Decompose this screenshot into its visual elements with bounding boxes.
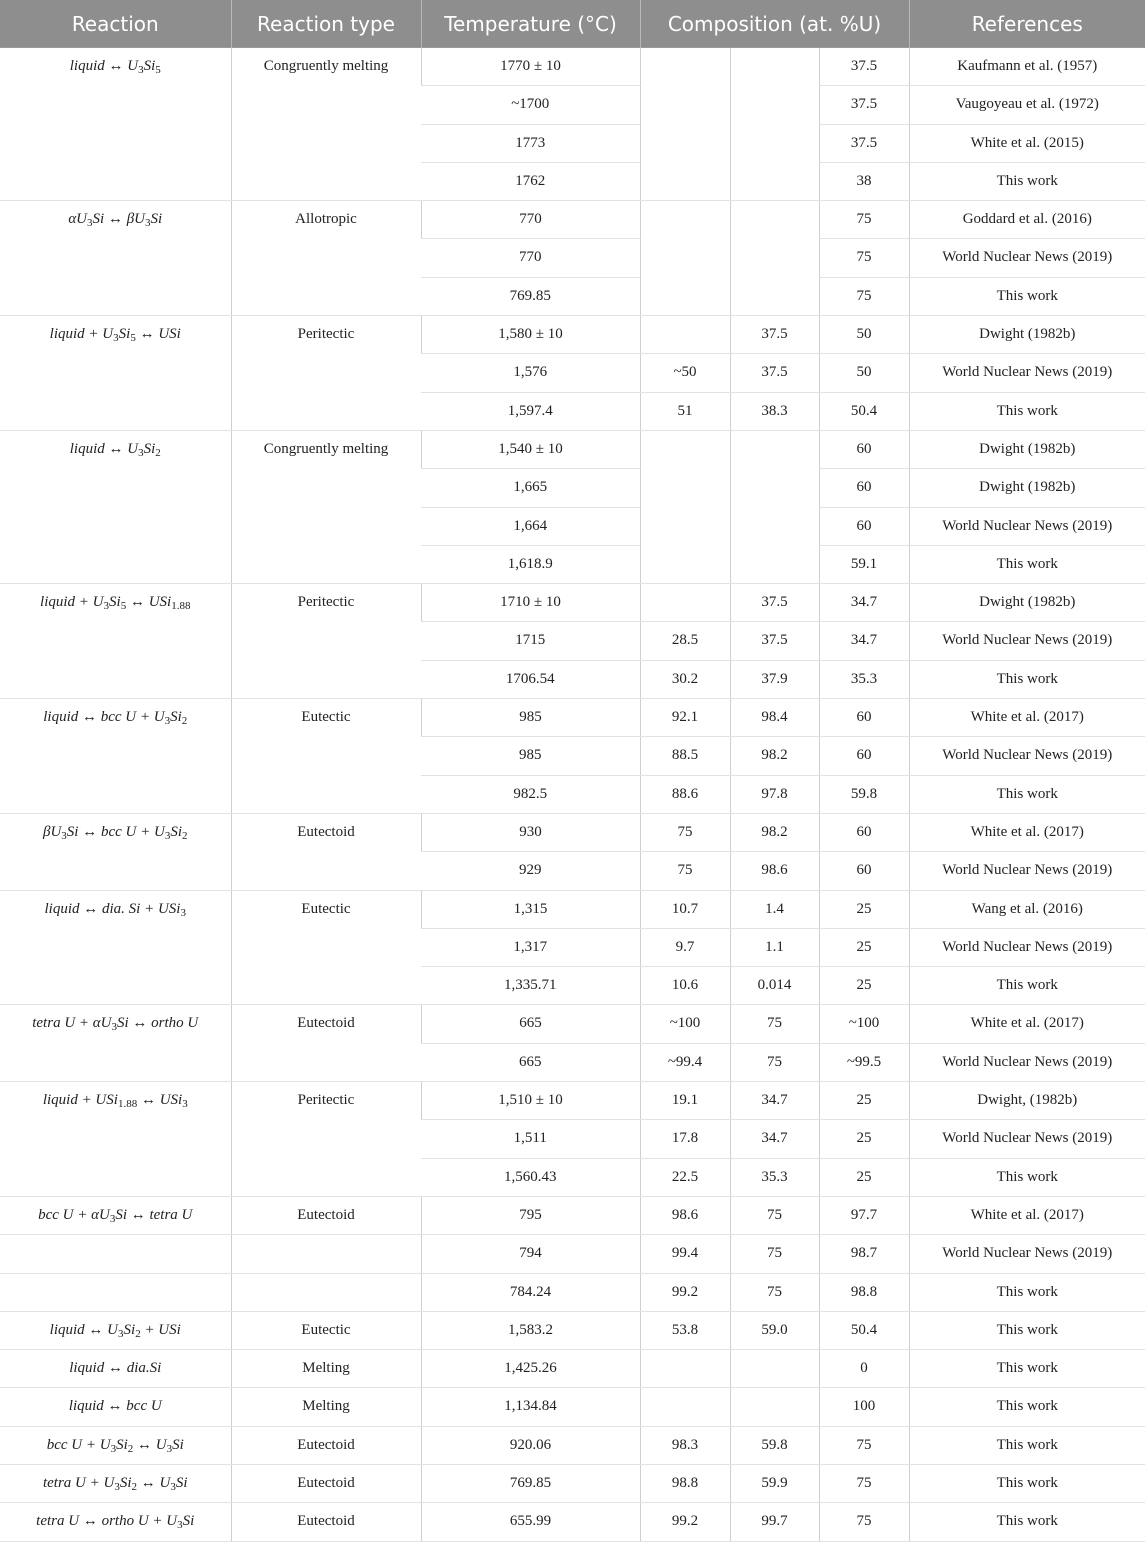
reference-cell: White et al. (2017): [909, 813, 1145, 851]
temperature-cell: 794: [421, 1235, 640, 1273]
header-reaction-type: Reaction type: [231, 0, 421, 48]
reaction-cell: liquid + USi$_{1.88}$ ↔ USi$_3$: [0, 1082, 231, 1197]
composition-cell-2: 97.8: [730, 775, 819, 813]
reaction-cell: bcc $U + \alpha U_3Si$ ↔ tetra U: [0, 1196, 231, 1234]
composition-cell-3: 25: [819, 967, 909, 1005]
temperature-cell: 655.99: [421, 1503, 640, 1541]
reference-cell: World Nuclear News (2019): [909, 507, 1145, 545]
temperature-cell: 1,317: [421, 928, 640, 966]
composition-cell-2: 38.3: [730, 392, 819, 430]
temperature-cell: 1762: [421, 162, 640, 200]
composition-cell-3: 75: [819, 1464, 909, 1502]
reference-cell: World Nuclear News (2019): [909, 928, 1145, 966]
composition-cell-3: 98.7: [819, 1235, 909, 1273]
reaction-type-cell: Eutectoid: [231, 1426, 421, 1464]
temperature-cell: 1,597.4: [421, 392, 640, 430]
reference-cell: Wang et al. (2016): [909, 890, 1145, 928]
reference-cell: Dwight (1982b): [909, 469, 1145, 507]
table-row: [0, 1388, 1145, 1426]
temperature-cell: ~1700: [421, 86, 640, 124]
composition-cell-3: 98.8: [819, 1273, 909, 1311]
reaction-type-cell: Eutectoid: [231, 1464, 421, 1502]
header-reaction: Reaction: [0, 0, 231, 48]
table-row: [0, 1464, 1145, 1502]
reaction-cell: bcc $U + U_3Si_2$ ↔ $U_3Si$: [0, 1426, 231, 1464]
temperature-cell: 769.85: [421, 277, 640, 315]
reaction-cell: $\alpha U_3Si$ ↔ $\beta U_3Si$: [0, 201, 231, 316]
composition-cell-1: 9.7: [640, 928, 730, 966]
composition-cell-3: 75: [819, 1426, 909, 1464]
composition-cell-2: [730, 430, 819, 583]
reaction-type-cell: Eutectoid: [231, 1196, 421, 1234]
composition-cell-1: 88.6: [640, 775, 730, 813]
reference-cell: This work: [909, 1158, 1145, 1196]
temperature-cell: 770: [421, 201, 640, 239]
composition-cell-2: 37.9: [730, 660, 819, 698]
composition-cell-3: ~100: [819, 1005, 909, 1043]
reference-cell: Kaufmann et al. (1957): [909, 48, 1145, 86]
reaction-type-cell: [231, 1235, 421, 1273]
composition-cell-3: 34.7: [819, 622, 909, 660]
composition-cell-1: ~50: [640, 354, 730, 392]
composition-cell-3: 37.5: [819, 124, 909, 162]
composition-cell-3: 50.4: [819, 1311, 909, 1349]
composition-cell-3: 25: [819, 890, 909, 928]
composition-cell-3: 25: [819, 1082, 909, 1120]
composition-cell-3: 38: [819, 162, 909, 200]
composition-cell-2: [730, 1350, 819, 1388]
header-row: [0, 0, 1145, 48]
reaction-cell: tetra $U + U_3Si_2$ ↔ $U_3Si$: [0, 1464, 231, 1502]
reaction-cell: $\beta U_3Si$ ↔ bcc $U + U_3Si_2$: [0, 813, 231, 890]
composition-cell-3: 75: [819, 1503, 909, 1541]
reference-cell: This work: [909, 162, 1145, 200]
temperature-cell: 1773: [421, 124, 640, 162]
reaction-type-cell: Peritectic: [231, 316, 421, 431]
composition-cell-3: 59.1: [819, 545, 909, 583]
temperature-cell: 1710 ± 10: [421, 584, 640, 622]
table-row: [0, 201, 1145, 239]
composition-cell-3: 59.8: [819, 775, 909, 813]
temperature-cell: 982.5: [421, 775, 640, 813]
reference-cell: This work: [909, 775, 1145, 813]
composition-cell-1: [640, 430, 730, 583]
reaction-cell: liquid ↔ dia.Si: [0, 1350, 231, 1388]
reaction-cell: liquid + $U_3Si_5$ ↔ USi: [0, 316, 231, 431]
reference-cell: World Nuclear News (2019): [909, 1120, 1145, 1158]
reference-cell: World Nuclear News (2019): [909, 622, 1145, 660]
composition-cell-3: 50.4: [819, 392, 909, 430]
composition-cell-1: 99.4: [640, 1235, 730, 1273]
temperature-cell: 1,580 ± 10: [421, 316, 640, 354]
temperature-cell: 770: [421, 239, 640, 277]
composition-cell-1: 10.6: [640, 967, 730, 1005]
composition-cell-1: 98.8: [640, 1464, 730, 1502]
composition-cell-1: 10.7: [640, 890, 730, 928]
composition-cell-2: 59.8: [730, 1426, 819, 1464]
temperature-cell: 1,510 ± 10: [421, 1082, 640, 1120]
table-row: [0, 1235, 1145, 1273]
reaction-cell: liquid ↔ $U_3Si_2$: [0, 430, 231, 583]
composition-cell-1: [640, 1350, 730, 1388]
temperature-cell: 985: [421, 699, 640, 737]
composition-cell-2: [730, 201, 819, 316]
composition-cell-1: 51: [640, 392, 730, 430]
table-row: [0, 1350, 1145, 1388]
table-row: [0, 1426, 1145, 1464]
temperature-cell: 930: [421, 813, 640, 851]
composition-cell-1: 99.2: [640, 1503, 730, 1541]
composition-cell-2: 99.7: [730, 1503, 819, 1541]
reaction-type-cell: Allotropic: [231, 201, 421, 316]
composition-cell-2: 75: [730, 1273, 819, 1311]
reference-cell: Vaugoyeau et al. (1972): [909, 86, 1145, 124]
reference-cell: White et al. (2017): [909, 1196, 1145, 1234]
reference-cell: World Nuclear News (2019): [909, 239, 1145, 277]
composition-cell-1: [640, 1388, 730, 1426]
reaction-cell: [0, 1273, 231, 1311]
reference-cell: World Nuclear News (2019): [909, 852, 1145, 890]
reference-cell: This work: [909, 1311, 1145, 1349]
temperature-cell: 1,511: [421, 1120, 640, 1158]
composition-cell-3: 50: [819, 354, 909, 392]
composition-cell-1: 99.2: [640, 1273, 730, 1311]
composition-cell-2: 37.5: [730, 354, 819, 392]
table-row: [0, 1005, 1145, 1043]
table-row: [0, 584, 1145, 622]
reaction-type-cell: Eutectic: [231, 699, 421, 814]
composition-cell-3: 60: [819, 469, 909, 507]
composition-cell-2: 98.4: [730, 699, 819, 737]
reference-cell: This work: [909, 392, 1145, 430]
reference-cell: This work: [909, 277, 1145, 315]
reference-cell: This work: [909, 1464, 1145, 1502]
composition-cell-3: 50: [819, 316, 909, 354]
reference-cell: This work: [909, 1273, 1145, 1311]
header-temperature: Temperature (°C): [421, 0, 640, 48]
header-references: References: [909, 0, 1145, 48]
reaction-type-cell: Melting: [231, 1388, 421, 1426]
composition-cell-2: 35.3: [730, 1158, 819, 1196]
table-row: [0, 48, 1145, 86]
composition-cell-1: 98.3: [640, 1426, 730, 1464]
table-row: [0, 1311, 1145, 1349]
table-row: [0, 1082, 1145, 1120]
temperature-cell: 1,335.71: [421, 967, 640, 1005]
temperature-cell: 1706.54: [421, 660, 640, 698]
reaction-type-cell: Congruently melting: [231, 430, 421, 583]
temperature-cell: 1,618.9: [421, 545, 640, 583]
composition-cell-1: 17.8: [640, 1120, 730, 1158]
composition-cell-3: 37.5: [819, 86, 909, 124]
composition-cell-3: 75: [819, 277, 909, 315]
composition-cell-1: 30.2: [640, 660, 730, 698]
composition-cell-2: 37.5: [730, 316, 819, 354]
reaction-type-cell: [231, 1273, 421, 1311]
composition-cell-1: 28.5: [640, 622, 730, 660]
table-row: [0, 1503, 1145, 1541]
temperature-cell: 1715: [421, 622, 640, 660]
composition-cell-2: 75: [730, 1235, 819, 1273]
composition-cell-3: 75: [819, 201, 909, 239]
composition-cell-3: 60: [819, 737, 909, 775]
composition-cell-1: 92.1: [640, 699, 730, 737]
temperature-cell: 1,576: [421, 354, 640, 392]
reference-cell: White et al. (2017): [909, 699, 1145, 737]
reference-cell: Dwight (1982b): [909, 584, 1145, 622]
composition-cell-3: 34.7: [819, 584, 909, 622]
table-body: [0, 48, 1145, 1542]
reaction-type-cell: Peritectic: [231, 584, 421, 699]
composition-cell-2: 98.6: [730, 852, 819, 890]
composition-cell-2: [730, 48, 819, 201]
reaction-type-cell: Melting: [231, 1350, 421, 1388]
composition-cell-2: 37.5: [730, 584, 819, 622]
composition-cell-1: ~99.4: [640, 1043, 730, 1081]
composition-cell-2: 0.014: [730, 967, 819, 1005]
temperature-cell: 1,134.84: [421, 1388, 640, 1426]
reference-cell: World Nuclear News (2019): [909, 1235, 1145, 1273]
composition-cell-1: 22.5: [640, 1158, 730, 1196]
reaction-type-cell: Congruently melting: [231, 48, 421, 201]
temperature-cell: 665: [421, 1043, 640, 1081]
temperature-cell: 795: [421, 1196, 640, 1234]
reaction-cell: liquid + $U_3Si_5$ ↔ USi$_{1.88}$: [0, 584, 231, 699]
composition-cell-3: 0: [819, 1350, 909, 1388]
composition-cell-3: 60: [819, 699, 909, 737]
composition-cell-1: [640, 316, 730, 354]
composition-cell-1: ~100: [640, 1005, 730, 1043]
reference-cell: Dwight, (1982b): [909, 1082, 1145, 1120]
composition-cell-1: 19.1: [640, 1082, 730, 1120]
temperature-cell: 665: [421, 1005, 640, 1043]
composition-cell-1: 75: [640, 813, 730, 851]
reference-cell: Dwight (1982b): [909, 316, 1145, 354]
composition-cell-3: 60: [819, 813, 909, 851]
composition-cell-1: [640, 48, 730, 201]
composition-cell-3: 60: [819, 852, 909, 890]
temperature-cell: 1,560.43: [421, 1158, 640, 1196]
reference-cell: White et al. (2017): [909, 1005, 1145, 1043]
reference-cell: World Nuclear News (2019): [909, 737, 1145, 775]
composition-cell-2: 34.7: [730, 1082, 819, 1120]
reference-cell: This work: [909, 1350, 1145, 1388]
composition-cell-2: 75: [730, 1005, 819, 1043]
table-row: [0, 813, 1145, 851]
reference-cell: World Nuclear News (2019): [909, 354, 1145, 392]
temperature-cell: 1,425.26: [421, 1350, 640, 1388]
reaction-cell: tetra U ↔ ortho $U + U_3Si$: [0, 1503, 231, 1541]
composition-cell-3: 25: [819, 928, 909, 966]
reference-cell: Dwight (1982b): [909, 430, 1145, 468]
composition-cell-2: 98.2: [730, 813, 819, 851]
reaction-cell: [0, 1235, 231, 1273]
composition-cell-3: 75: [819, 239, 909, 277]
temperature-cell: 1,315: [421, 890, 640, 928]
composition-cell-2: 37.5: [730, 622, 819, 660]
composition-cell-3: 25: [819, 1158, 909, 1196]
composition-cell-2: 1.4: [730, 890, 819, 928]
composition-cell-3: 97.7: [819, 1196, 909, 1234]
composition-cell-2: [730, 1388, 819, 1426]
composition-cell-1: 53.8: [640, 1311, 730, 1349]
temperature-cell: 985: [421, 737, 640, 775]
reaction-type-cell: Peritectic: [231, 1082, 421, 1197]
temperature-cell: 769.85: [421, 1464, 640, 1502]
table-row: [0, 699, 1145, 737]
composition-cell-1: 88.5: [640, 737, 730, 775]
reaction-cell: liquid ↔ dia. Si + USi$_3$: [0, 890, 231, 1005]
reaction-type-cell: Eutectic: [231, 1311, 421, 1349]
composition-cell-2: 75: [730, 1196, 819, 1234]
reference-cell: This work: [909, 1388, 1145, 1426]
composition-cell-3: ~99.5: [819, 1043, 909, 1081]
reference-cell: This work: [909, 545, 1145, 583]
table-row: [0, 430, 1145, 468]
composition-cell-2: 1.1: [730, 928, 819, 966]
temperature-cell: 1,665: [421, 469, 640, 507]
reference-cell: White et al. (2015): [909, 124, 1145, 162]
temperature-cell: 929: [421, 852, 640, 890]
composition-cell-2: 98.2: [730, 737, 819, 775]
composition-cell-3: 60: [819, 507, 909, 545]
reaction-cell: liquid ↔ $U_3Si_5$: [0, 48, 231, 201]
composition-cell-2: 34.7: [730, 1120, 819, 1158]
composition-cell-1: 98.6: [640, 1196, 730, 1234]
composition-cell-2: 75: [730, 1043, 819, 1081]
temperature-cell: 1,583.2: [421, 1311, 640, 1349]
composition-cell-3: 100: [819, 1388, 909, 1426]
composition-cell-3: 35.3: [819, 660, 909, 698]
reaction-type-cell: Eutectic: [231, 890, 421, 1005]
composition-cell-1: [640, 584, 730, 622]
temperature-cell: 920.06: [421, 1426, 640, 1464]
reference-cell: World Nuclear News (2019): [909, 1043, 1145, 1081]
reaction-cell: tetra $U + \alpha U_3Si$ ↔ ortho U: [0, 1005, 231, 1082]
reference-cell: This work: [909, 1503, 1145, 1541]
header-composition: Composition (at. %U): [640, 0, 909, 48]
temperature-cell: 1,540 ± 10: [421, 430, 640, 468]
reaction-type-cell: Eutectoid: [231, 1005, 421, 1082]
reaction-type-cell: Eutectoid: [231, 813, 421, 890]
composition-cell-2: 59.0: [730, 1311, 819, 1349]
reaction-cell: liquid ↔ $U_3Si_2$ + USi: [0, 1311, 231, 1349]
reaction-cell: liquid ↔ bcc U: [0, 1388, 231, 1426]
table-row: [0, 1196, 1145, 1234]
reference-cell: This work: [909, 660, 1145, 698]
reaction-type-cell: Eutectoid: [231, 1503, 421, 1541]
composition-cell-3: 60: [819, 430, 909, 468]
reference-cell: Goddard et al. (2016): [909, 201, 1145, 239]
reaction-cell: liquid ↔ bcc $U + U_3Si_2$: [0, 699, 231, 814]
temperature-cell: 784.24: [421, 1273, 640, 1311]
composition-cell-3: 25: [819, 1120, 909, 1158]
table-row: [0, 1273, 1145, 1311]
reference-cell: This work: [909, 1426, 1145, 1464]
composition-cell-2: 59.9: [730, 1464, 819, 1502]
table-row: [0, 316, 1145, 354]
reference-cell: This work: [909, 967, 1145, 1005]
composition-cell-3: 37.5: [819, 48, 909, 86]
table-row: [0, 890, 1145, 928]
composition-cell-1: 75: [640, 852, 730, 890]
temperature-cell: 1,664: [421, 507, 640, 545]
temperature-cell: 1770 ± 10: [421, 48, 640, 86]
composition-cell-1: [640, 201, 730, 316]
